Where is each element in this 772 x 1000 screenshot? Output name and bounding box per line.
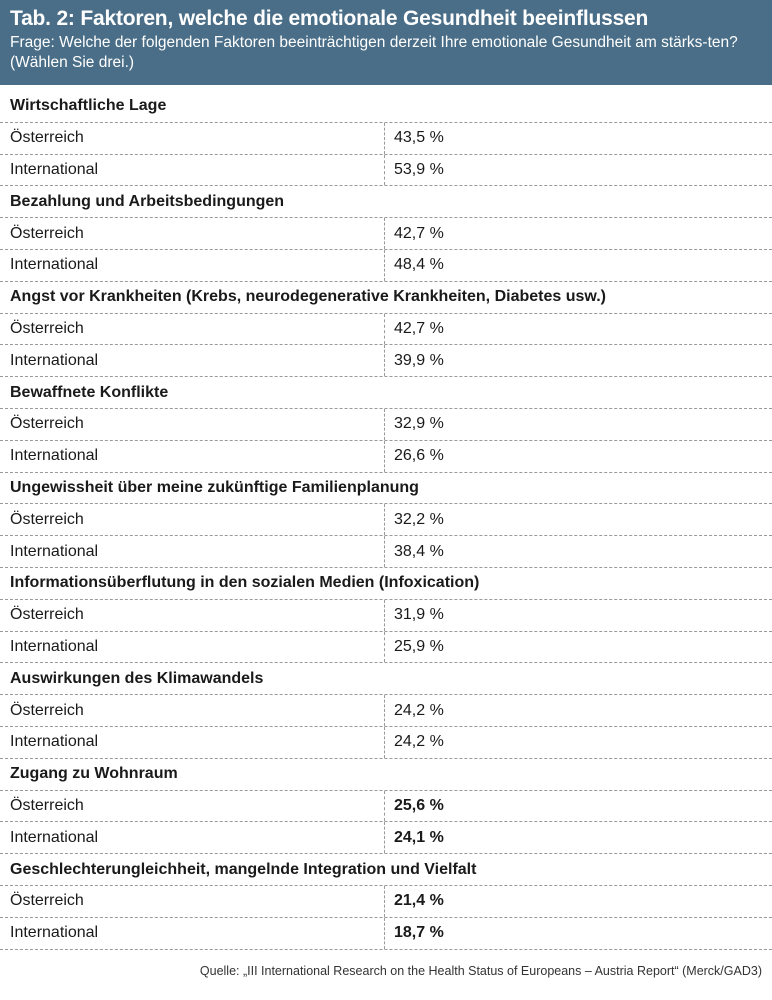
category-label: Auswirkungen des Klimawandels [10,669,264,687]
country-label: International [0,632,385,663]
country-label: Österreich [0,695,385,726]
table-row [0,504,772,536]
category-label: Bezahlung und Arbeitsbedingungen [10,192,285,210]
table-row [0,791,772,823]
percent-value: 25,9 % [394,637,444,655]
percent-value: 24,2 % [394,701,444,719]
table-title: Tab. 2: Faktoren, welche die emotionale Gesundheit beeinflussen [10,7,649,30]
country-label: International [0,918,385,949]
country-label: Österreich [0,886,385,917]
country-label: International [0,536,385,567]
category-label: Bewaffnete Konflikte [10,383,169,401]
country-label: Österreich [0,123,385,154]
category-row [0,91,772,123]
country-label: Österreich [0,314,385,345]
table-row [0,886,772,918]
table-row [0,250,772,282]
country-label: International [0,727,385,758]
percent-value: 26,6 % [394,447,444,465]
category-label: Zugang zu Wohnraum [10,765,178,783]
percent-value: 53,9 % [394,160,444,178]
country-label: Österreich [0,409,385,440]
table-row [0,727,772,759]
category-row [0,663,772,695]
country-label: Österreich [0,504,385,535]
percent-value: 24,1 % [394,828,444,846]
percent-value: 48,4 % [394,256,444,274]
table-row [0,536,772,568]
table-row [0,409,772,441]
percent-value: 38,4 % [394,542,444,560]
category-row [0,473,772,505]
percent-value: 25,6 % [394,796,444,814]
source-note: Quelle: „III International Research on the Health Status of Europeans – Austria Report“ (Merck/GAD3) [199,964,762,978]
table-row [0,123,772,155]
country-label: Österreich [0,791,385,822]
table-row [0,632,772,664]
percent-value: 42,7 % [394,319,444,337]
category-row [0,186,772,218]
table-header [0,0,772,85]
category-row [0,854,772,886]
percent-value: 43,5 % [394,129,444,147]
table-row [0,600,772,632]
country-label: International [0,345,385,376]
country-label: International [0,155,385,186]
percent-value: 31,9 % [394,606,444,624]
category-label: Wirtschaftliche Lage [10,97,167,115]
table-row [0,695,772,727]
percent-value: 39,9 % [394,351,444,369]
percent-value: 21,4 % [394,892,444,910]
percent-value: 42,7 % [394,224,444,242]
table-row [0,441,772,473]
country-label: International [0,822,385,853]
percent-value: 18,7 % [394,924,444,942]
country-label: International [0,441,385,472]
country-label: International [0,250,385,281]
table-row [0,155,772,187]
category-row [0,568,772,600]
table-row [0,218,772,250]
data-table [0,91,772,950]
category-label: Geschlechterungleichheit, mangelnde Integration und Vielfalt [10,860,477,878]
table-row [0,918,772,950]
category-row [0,759,772,791]
table-row [0,345,772,377]
category-row [0,282,772,314]
category-label: Informationsüberflutung in den sozialen Medien (Infoxication) [10,574,480,592]
category-label: Angst vor Krankheiten (Krebs, neurodegenerative Krankheiten, Diabetes usw.) [10,288,606,306]
percent-value: 32,2 % [394,510,444,528]
table-row [0,314,772,346]
category-label: Ungewissheit über meine zukünftige Familienplanung [10,478,419,496]
category-row [0,377,772,409]
table-question: Frage: Welche der folgenden Faktoren beeinträchtigen derzeit Ihre emotionale Gesundheit am stärks-ten? (Wählen Sie drei.) [10,34,738,71]
country-label: Österreich [0,218,385,249]
percent-value: 24,2 % [394,733,444,751]
percent-value: 32,9 % [394,415,444,433]
table-row [0,822,772,854]
country-label: Österreich [0,600,385,631]
